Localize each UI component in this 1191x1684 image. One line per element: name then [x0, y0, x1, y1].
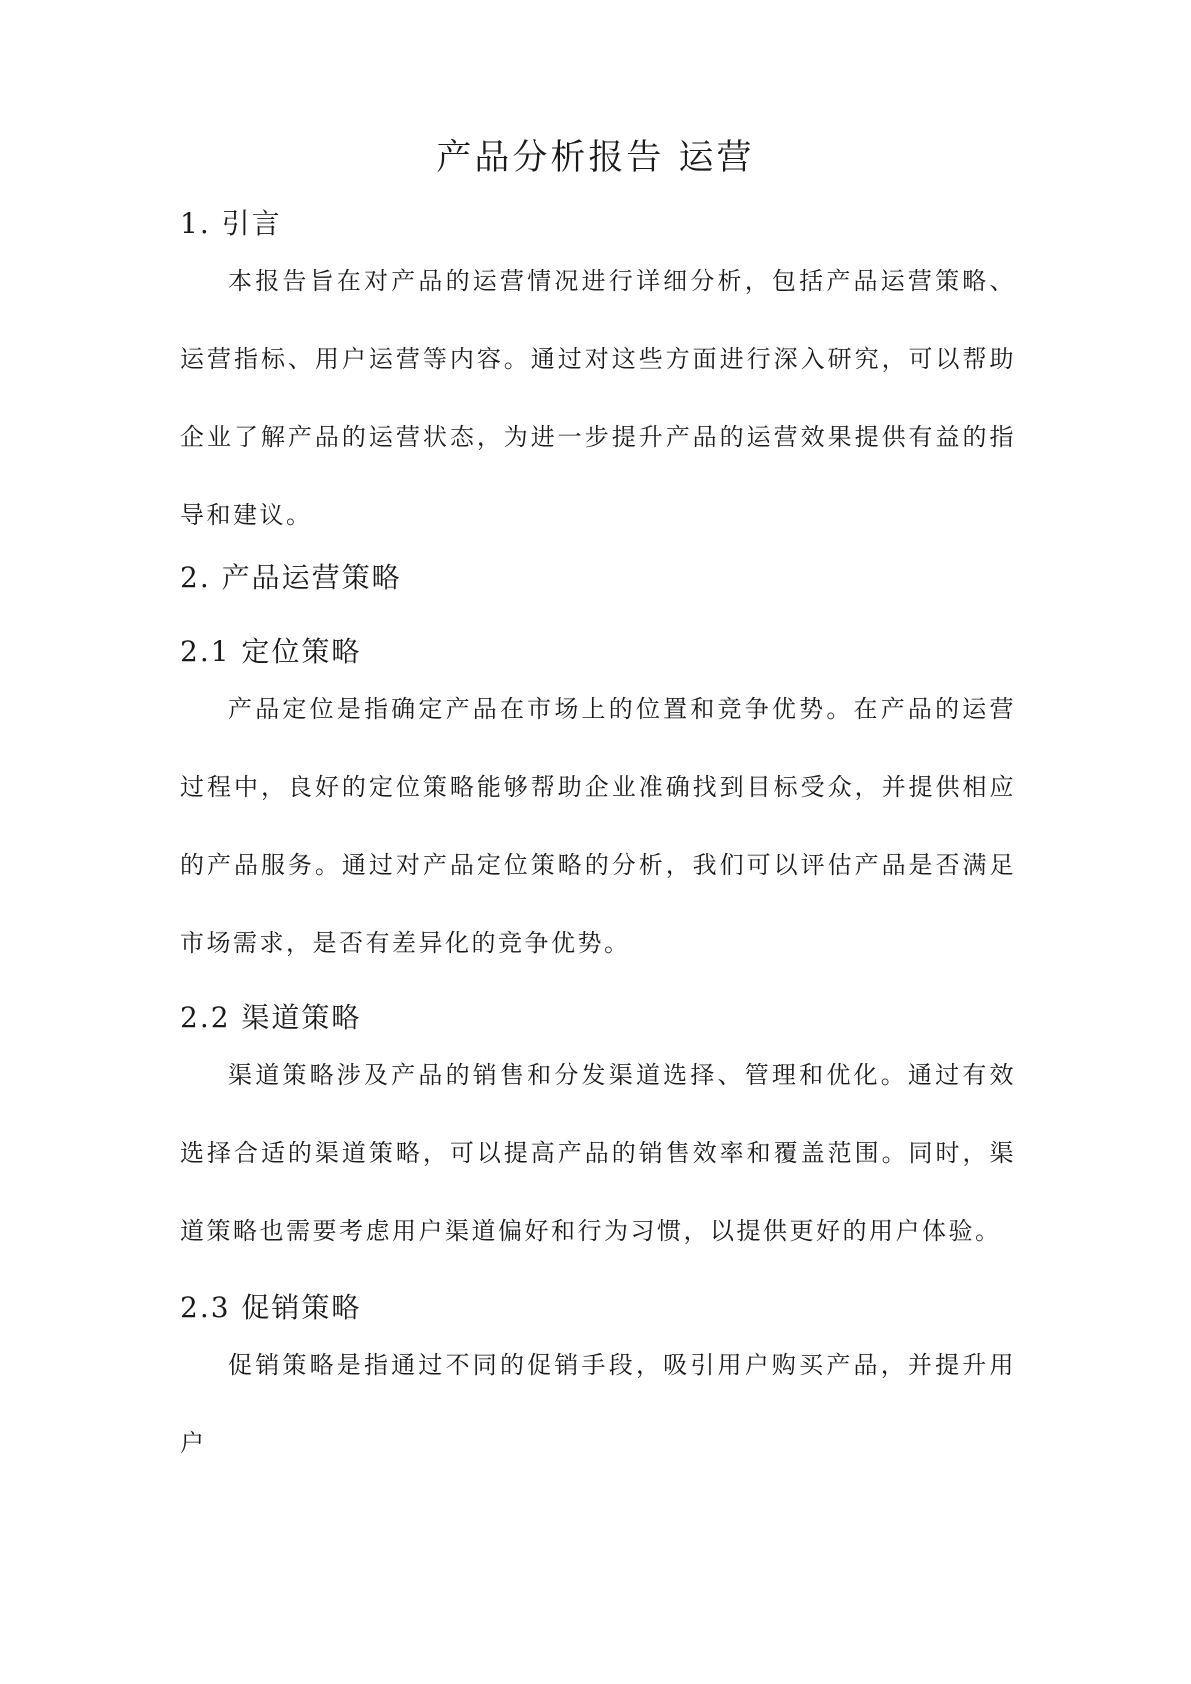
paragraph-introduction: 本报告旨在对产品的运营情况进行详细分析，包括产品运营策略、运营指标、用户运营等内容。通过对这些方面进行深入研究，可以帮助企业了解产品的运营状态，为进一步提升产品的运营效果提供有益的指导和建议。: [180, 267, 1016, 529]
paragraph-channel-strategy: 渠道策略涉及产品的销售和分发渠道选择、管理和优化。通过有效选择合适的渠道策略，可以提高产品的销售效率和覆盖范围。同时，渠道策略也需要考虑用户渠道偏好和行为习惯，以提供更好的用户体验。: [180, 1061, 1016, 1245]
section-heading-introduction: 1. 引言: [180, 207, 282, 240]
document-title: 产品分析报告 运营: [436, 138, 755, 178]
section-heading-promotion-strategy: 2.3 促销策略: [180, 1291, 362, 1324]
paragraph-positioning-strategy: 产品定位是指确定产品在市场上的位置和竞争优势。在产品的运营过程中，良好的定位策略能够帮助企业准确找到目标受众，并提供相应的产品服务。通过对产品定位策略的分析，我们可以评估产品是否满足市场需求，是否有差异化的竞争优势。: [180, 695, 1016, 957]
section-heading-operation-strategy: 2. 产品运营策略: [180, 561, 402, 594]
section-heading-channel-strategy: 2.2 渠道策略: [180, 1001, 362, 1034]
section-heading-positioning-strategy: 2.1 定位策略: [180, 635, 362, 668]
paragraph-promotion-strategy: 促销策略是指通过不同的促销手段，吸引用户购买产品，并提升用户: [180, 1351, 1016, 1457]
